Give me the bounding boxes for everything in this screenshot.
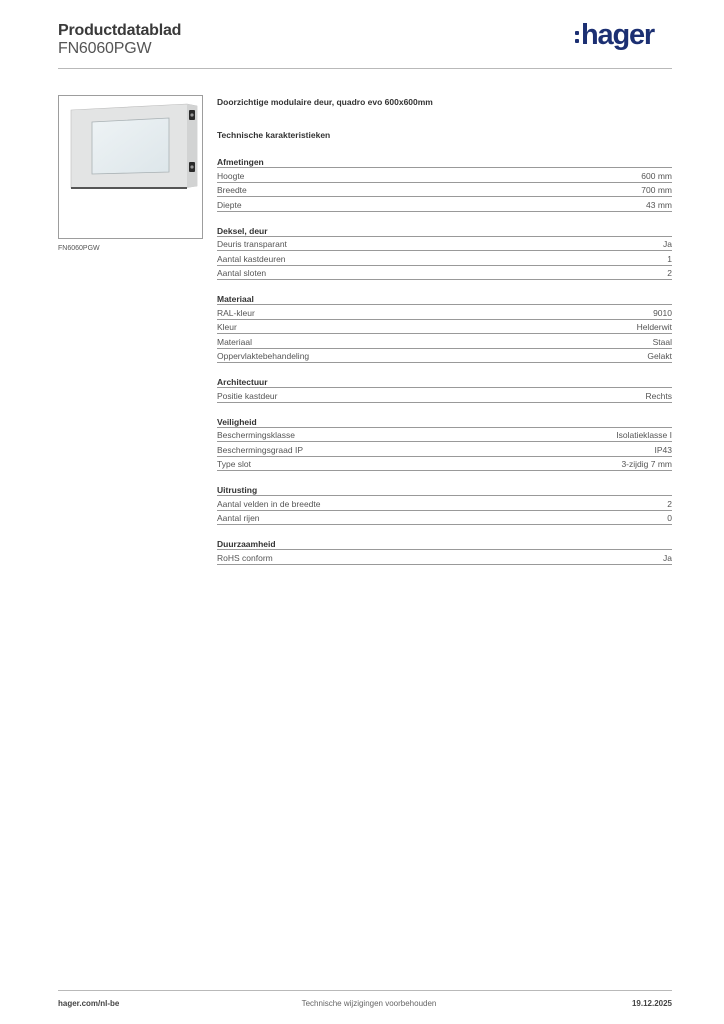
spec-label: RAL-kleur <box>217 307 255 318</box>
spec-row <box>217 251 672 266</box>
spec-value: Isolatieklasse I <box>616 430 672 440</box>
footer-disclaimer: Technische wijzigingen voorbehouden <box>301 999 437 1008</box>
spec-value: 2 <box>667 498 672 509</box>
spec-label: Breedte <box>217 185 247 195</box>
spec-value: 700 mm <box>641 185 672 195</box>
spec-row <box>217 457 672 472</box>
spec-label: Type slot <box>217 459 252 469</box>
spec-value: Ja <box>663 239 672 249</box>
section-title: Deksel, deur <box>217 225 672 237</box>
section-title: Afmetingen <box>217 156 672 168</box>
section-title: Uitrusting <box>217 484 672 496</box>
spec-section <box>217 416 672 472</box>
spec-section <box>217 484 672 525</box>
header-divider <box>58 68 672 69</box>
page-header <box>58 20 672 70</box>
spec-value: 43 mm <box>646 199 672 210</box>
door-panel-icon <box>59 96 202 238</box>
spec-row <box>217 168 672 183</box>
spec-row <box>217 550 672 565</box>
section-title: Veiligheid <box>217 416 672 428</box>
tech-characteristics-title: Technische karakteristieken <box>217 130 331 140</box>
spec-section <box>217 538 672 565</box>
product-description: Doorzichtige modulaire deur, quadro evo 600x600mm <box>217 97 433 107</box>
logo-text: hager <box>581 19 654 51</box>
section-title: Duurzaamheid <box>217 538 672 550</box>
section-title: Materiaal <box>217 293 672 305</box>
spec-label: Kleur <box>217 322 237 332</box>
spec-value: Gelakt <box>647 351 672 361</box>
spec-value: Helderwit <box>636 322 672 332</box>
spec-value: Rechts <box>645 390 672 401</box>
spec-label: Beschermingsgraad IP <box>217 444 303 455</box>
spec-label: Oppervlaktebehandeling <box>217 351 310 361</box>
hager-logo <box>575 20 654 50</box>
footer-date: 19.12.2025 <box>631 999 672 1008</box>
product-image <box>58 95 203 239</box>
spec-row <box>217 349 672 364</box>
spec-row <box>217 320 672 335</box>
spec-label: Aantal rijen <box>217 513 260 523</box>
spec-row <box>217 305 672 320</box>
product-details <box>217 97 672 565</box>
spec-row <box>217 511 672 526</box>
spec-row <box>217 334 672 349</box>
spec-value: 600 mm <box>641 170 672 181</box>
spec-row <box>217 442 672 457</box>
spec-sections <box>217 156 672 565</box>
spec-section <box>217 293 672 363</box>
document-title: Productdatablad <box>58 22 182 39</box>
spec-value: 9010 <box>653 307 672 318</box>
section-title: Architectuur <box>217 376 672 388</box>
image-caption: FN6060PGW <box>58 245 100 252</box>
product-code: FN6060PGW <box>58 40 152 57</box>
spec-label: Positie kastdeur <box>217 390 278 401</box>
spec-label: Beschermingsklasse <box>217 430 295 440</box>
spec-row <box>217 237 672 252</box>
spec-row <box>217 266 672 281</box>
spec-section <box>217 156 672 212</box>
spec-label: Diepte <box>217 199 242 210</box>
spec-row <box>217 183 672 198</box>
spec-section <box>217 376 672 403</box>
logo-dots-icon <box>575 31 579 43</box>
spec-row <box>217 428 672 443</box>
spec-value: 3-zijdig 7 mm <box>621 459 672 469</box>
spec-label: RoHS conform <box>217 552 273 563</box>
spec-label: Deuris transparant <box>217 239 287 249</box>
spec-row <box>217 388 672 403</box>
spec-label: Hoogte <box>217 170 245 181</box>
spec-label: Materiaal <box>217 336 252 347</box>
spec-value: 1 <box>667 253 672 264</box>
spec-value: IP43 <box>654 444 672 455</box>
spec-value: 0 <box>667 513 672 523</box>
spec-label: Aantal sloten <box>217 268 267 278</box>
spec-value: Staal <box>652 336 672 347</box>
footer-website: hager.com/nl-be <box>58 999 120 1008</box>
spec-label: Aantal kastdeuren <box>217 253 286 264</box>
spec-value: 2 <box>667 268 672 278</box>
spec-label: Aantal velden in de breedte <box>217 498 321 509</box>
spec-section <box>217 225 672 281</box>
spec-row <box>217 197 672 212</box>
spec-row <box>217 496 672 511</box>
footer-divider <box>58 990 672 991</box>
spec-value: Ja <box>663 552 672 563</box>
